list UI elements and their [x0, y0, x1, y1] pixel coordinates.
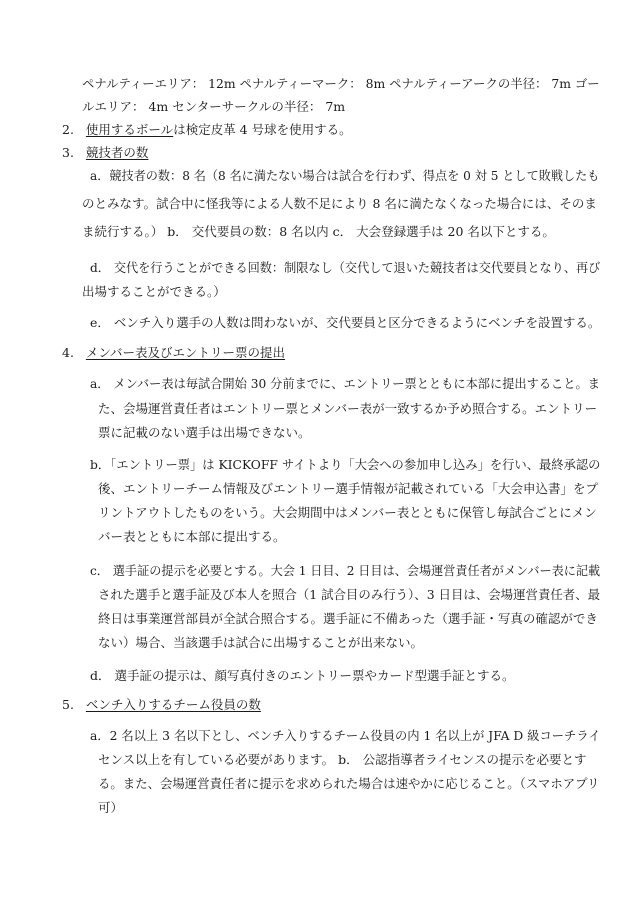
s5-item-a-line-1: a．2 名以上 3 名以下とし、ベンチ入りするチーム役員の内 1 名以上が JFA D 級コーチライ — [90, 728, 601, 743]
section-3-heading — [62, 145, 148, 161]
s3-item-d-line-1: d． 交代を行うことができる回数：制限なし（交代して退いた競技者は交代要員となり、再び — [90, 260, 601, 275]
s4-item-b-line-2: 後、エントリーチーム情報及びエントリー選手情報が記載されている「大会申込書」をプ — [98, 481, 599, 496]
section-5-heading — [62, 697, 261, 713]
s4-item-a-line-2: た、会場運営責任者はエントリー票とメンバー表が一致するか予め照合する。エントリー — [98, 401, 598, 416]
s4-item-b-line-4: バー表とともに本部に提出する。 — [98, 529, 286, 544]
s3-item-d-line-2: 出場することができる。） — [82, 284, 226, 299]
s4-item-c-line-4: ない）場合、当該選手は試合に出場することが出来ない。 — [98, 635, 424, 650]
section-4-number: 4. — [62, 345, 74, 360]
s3-item-e: e． ベンチ入り選手の人数は問わないが、交代要員と区分できるようにベンチを設置する。 — [90, 315, 601, 330]
section-2-number: 2. — [62, 122, 74, 137]
section-5-title: ベンチ入りするチーム役員の数 — [85, 697, 261, 712]
s4-item-c-line-2: された選手と選手証及び本人を照合（1 試合目のみ行う）、3 日目は、会場運営責任者、最 — [98, 587, 601, 602]
s4-item-c-line-1: c． 選手証の提示を必要とする。大会 1 日目、2 日目は、会場運営責任者がメンバー表に記載 — [90, 563, 601, 578]
section-3-number: 3. — [62, 145, 74, 160]
intro-line-1: ペナルティーエリア： 12m ペナルティーマーク： 8m ペナルティーアークの半径： 7m ゴー — [82, 76, 600, 91]
section-3-title: 競技者の数 — [85, 145, 149, 160]
s4-item-b-line-3: リントアウトしたものをいう。大会期間中はメンバー表とともに保管し毎試合ごとにメン — [98, 505, 597, 520]
section-2 — [62, 122, 352, 138]
section-4-heading — [62, 345, 285, 361]
intro-line-2: ルエリア： 4m センターサークルの半径： 7m — [82, 99, 346, 114]
s5-item-a-line-4: 可） — [98, 800, 124, 815]
section-2-label: 使用するボール — [85, 122, 174, 137]
s4-item-c-line-3: 終日は事業運営部員が全試合照合する。選手証に不備あった（選手証・写真の確認ができ — [98, 611, 598, 626]
s5-item-a-line-2: センス以上を有している必要があります。 b． 公認指導者ライセンスの提示を必要とす — [98, 752, 587, 767]
s5-item-a-line-3: る。また、会場運営責任者に提示を求められた場合は速やかに応じること。（スマホアプリ — [98, 776, 600, 791]
s4-item-d: d． 選手証の提示は、顔写真付きのエントリー票やカード型選手証とする。 — [90, 668, 515, 683]
s4-item-a-line-3: 票に記載のない選手は出場できない。 — [98, 425, 311, 440]
section-4-title: メンバー表及びエントリー票の提出 — [85, 345, 286, 360]
s3-item-a-line-1: a．競技者の数：8 名（8 名に満たない場合は試合を行わず、得点を 0 対 5 として敗戦したも — [90, 168, 600, 183]
s4-item-a-line-1: a． メンバー表は毎試合開始 30 分前までに、エントリー票とともに本部に提出すること。ま — [90, 376, 600, 391]
section-2-text: は検定皮革 4 号球を使用する。 — [173, 122, 352, 137]
section-5-number: 5. — [62, 697, 74, 712]
s4-item-b-line-1: b．「エントリー票」は KICKOFF サイトより「大会への参加申し込み」を行い、最終承認の — [90, 457, 601, 472]
s3-item-a-line-2: のとみなす。試合中に怪我等による人数不足により 8 名に満たなくなった場合には、そのま — [82, 196, 597, 211]
s3-item-a-line-3: ま続行する。） b． 交代要員の数：8 名以内 c． 大会登録選手は 20 名以下とする。 — [82, 224, 555, 239]
